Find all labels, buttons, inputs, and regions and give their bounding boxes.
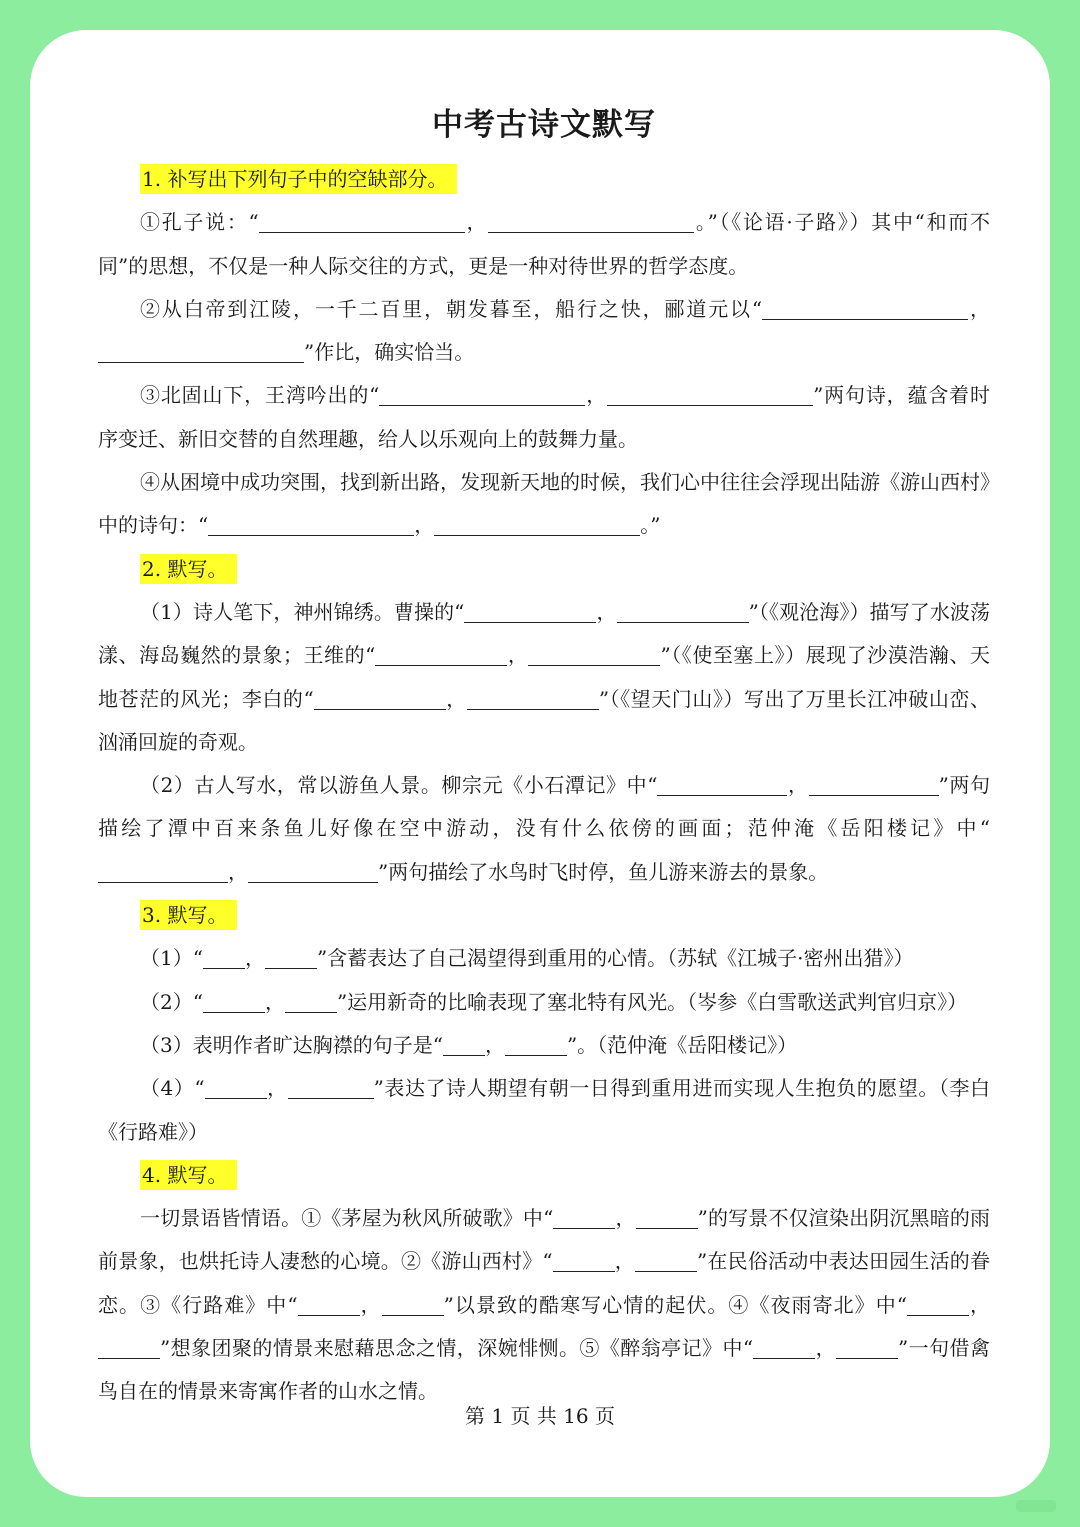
answer-blank[interactable] xyxy=(553,1270,615,1272)
answer-blank[interactable] xyxy=(382,1314,444,1316)
answer-blank[interactable] xyxy=(314,708,446,710)
answer-blank[interactable] xyxy=(259,231,465,233)
answer-blank[interactable] xyxy=(285,1011,337,1013)
answer-blank[interactable] xyxy=(762,318,968,320)
highlighted-heading: 2. 默写。 xyxy=(140,554,237,584)
question-item: ①孔子说：“ ， 。”（《论语·子路》）其中“和而不同”的思想，不仅是一种人际交往的方式，更是一种对待世界的哲学态度。 xyxy=(98,210,991,278)
answer-blank[interactable] xyxy=(375,664,507,666)
answer-blank[interactable] xyxy=(203,967,245,969)
watermark xyxy=(1016,1500,1056,1512)
answer-blank[interactable] xyxy=(907,1314,969,1316)
answer-blank[interactable] xyxy=(298,1314,360,1316)
answer-blank[interactable] xyxy=(505,1054,567,1056)
highlighted-heading: 1. 补写出下列句子中的空缺部分。 xyxy=(140,164,457,194)
question-item: （3）表明作者旷达胸襟的句子是“ ， ”。（范仲淹《岳阳楼记》） xyxy=(140,1032,798,1057)
question-item: （2）古人写水，常以游鱼人景。柳宗元《小石潭记》中“ ， ”两句描绘了潭中百来条鱼儿好像在空中游动，没有什么依傍的画面；范仲淹《岳阳楼记》中“， ”两句描绘了水鸟时飞时停，鱼儿游来游去的景象。 xyxy=(98,773,991,884)
answer-blank[interactable] xyxy=(203,1011,265,1013)
answer-blank[interactable] xyxy=(98,881,228,883)
question-item: ②从白帝到江陵，一千二百里，朝发暮至，船行之快，郦道元以“ ，”作比，确实恰当。 xyxy=(98,288,990,375)
section-heading xyxy=(98,548,990,591)
page-number-footer: 第 1 页 共 16 页 xyxy=(465,1404,615,1428)
answer-blank[interactable] xyxy=(636,1227,698,1229)
answer-blank[interactable] xyxy=(607,404,813,406)
answer-blank[interactable] xyxy=(379,404,585,406)
question-item: （4）“ ， ”表达了诗人期望有朝一日得到重用进而实现人生抱负的愿望。（李白《行路难》） xyxy=(98,1076,990,1144)
answer-blank[interactable] xyxy=(248,881,378,883)
question-item: （2）“ ， ”运用新奇的比喻表现了塞北特有风光。（岑参《白雪歌送武判官归京》） xyxy=(140,989,968,1014)
page-title: 中考古诗文默写 xyxy=(432,107,656,143)
answer-blank[interactable] xyxy=(98,361,304,363)
document-body xyxy=(98,158,990,1414)
section-heading xyxy=(98,894,990,937)
answer-blank[interactable] xyxy=(265,967,317,969)
answer-blank[interactable] xyxy=(467,708,599,710)
highlighted-heading: 4. 默写。 xyxy=(140,1160,237,1190)
answer-blank[interactable] xyxy=(528,664,660,666)
question-item: （1）诗人笔下，神州锦绣。曹操的“ ， ”（《观沧海》）描写了水波荡漾、海岛巍然的景象；王维的“ ， ”（《使至塞上》）展现了沙漠浩瀚、天地苍茫的风光；李白的“ ， ”（《望天门山》）写出了万里长江冲破山峦、汹涌回旋的奇观。 xyxy=(98,599,991,754)
answer-blank[interactable] xyxy=(753,1357,815,1359)
answer-blank[interactable] xyxy=(488,231,694,233)
highlighted-heading: 3. 默写。 xyxy=(140,900,237,930)
answer-blank[interactable] xyxy=(836,1357,898,1359)
section-heading xyxy=(98,1154,990,1197)
question-item: （1）“ ， ”含蓄表达了自己渴望得到重用的心情。（苏轼《江城子·密州出猎》） xyxy=(140,946,914,971)
question-item: 一切景语皆情语。①《茅屋为秋风所破歌》中“ ， ”的写景不仅渲染出阴沉黑暗的雨前景象，也烘托诗人凄愁的心境。②《游山西村》“ ， ”在民俗活动中表达田园生活的眷恋。③《行路难》中“ ， ”以景致的酷寒写心情的起伏。④《夜雨寄北》中“ ，”想象团聚的情景来慰藉思念之情，深婉悱恻。⑤《醉翁亭记》中“ ， ”一句借禽鸟自在的情景来寄寓作者的山水之情。 xyxy=(98,1206,991,1404)
answer-blank[interactable] xyxy=(288,1097,374,1099)
answer-blank[interactable] xyxy=(553,1227,615,1229)
question-item: ③北固山下，王湾吟出的“ ， ”两句诗，蕴含着时序变迁、新旧交替的自然理趣，给人以乐观向上的鼓舞力量。 xyxy=(98,383,990,451)
answer-blank[interactable] xyxy=(434,534,640,536)
answer-blank[interactable] xyxy=(208,534,414,536)
answer-blank[interactable] xyxy=(809,794,939,796)
answer-blank[interactable] xyxy=(205,1097,267,1099)
answer-blank[interactable] xyxy=(657,794,787,796)
answer-blank[interactable] xyxy=(443,1054,485,1056)
answer-blank[interactable] xyxy=(464,621,596,623)
question-item: ④从困境中成功突围，找到新出路，发现新天地的时候，我们心中往往会浮现出陆游《游山西村》中的诗句：“ ， 。” xyxy=(98,470,990,538)
section-heading xyxy=(98,158,990,201)
answer-blank[interactable] xyxy=(635,1270,697,1272)
document-page xyxy=(30,30,1050,1497)
answer-blank[interactable] xyxy=(98,1357,160,1359)
answer-blank[interactable] xyxy=(617,621,749,623)
